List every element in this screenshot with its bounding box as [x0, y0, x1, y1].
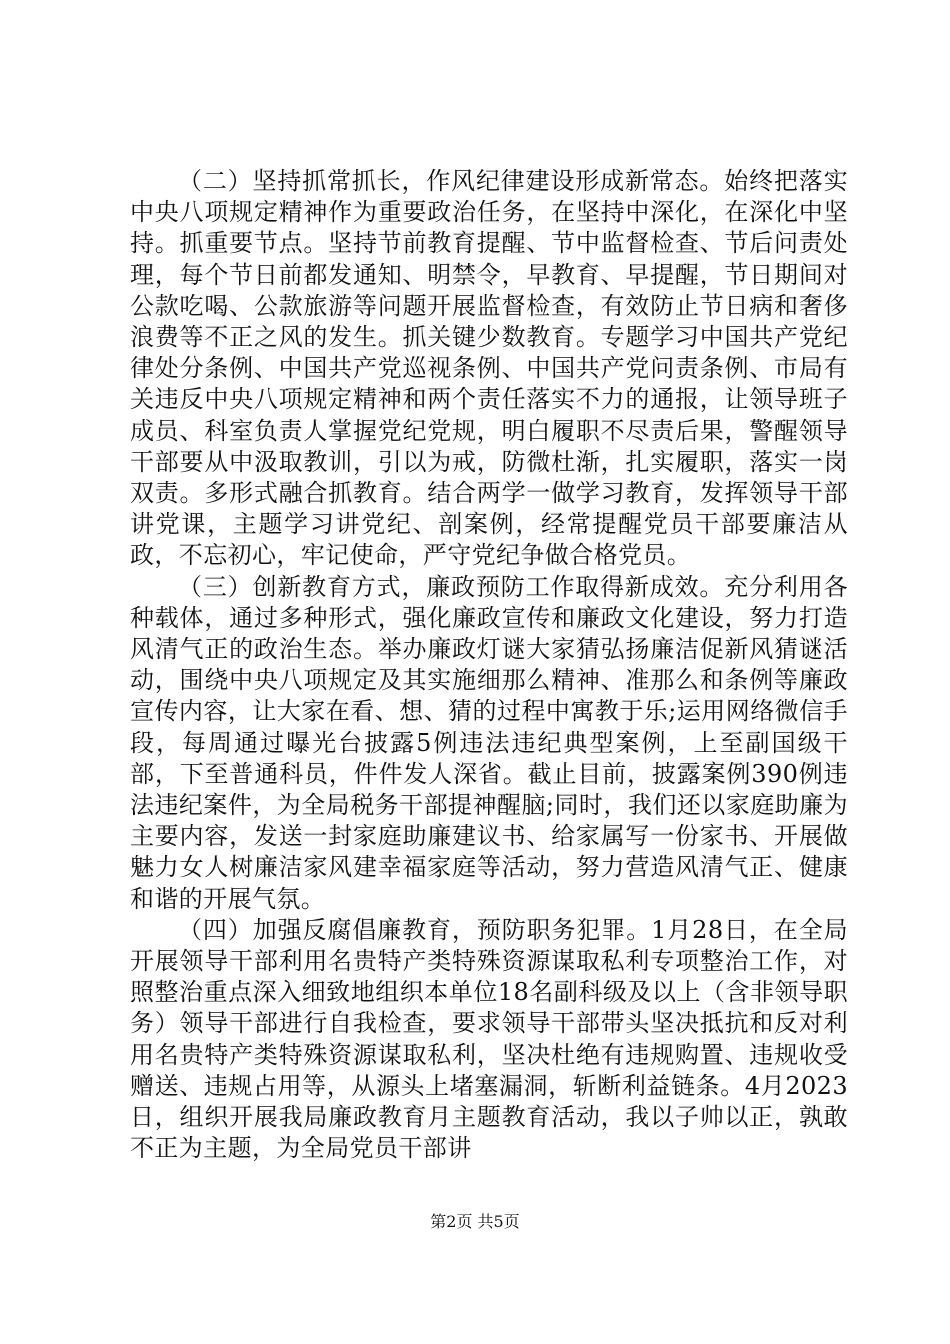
paragraph-2: （二）坚持抓常抓长，作风纪律建设形成新常态。始终把落实中央八项规定精神作为重要政治任务，在坚持中深化，在深化中坚持。抓重要节点。坚持节前教育提醒、节中监督检查、节后问责处理，每个节日前都发通知、明禁令，早教育、早提醒，节日期间对公款吃喝、公款旅游等问题开展监督检查，有效防止节日病和奢侈浪费等不正之风的发生。抓关键少数教育。专题学习中国共产党纪律处分条例、中国共产党巡视条例、中国共产党问责条例、市局有关违反中央八项规定精神和两个责任落实不力的通报，让领导班子成员、科室负责人掌握党纪党规，明白履职不尽责后果，警醒领导干部要从中汲取教训，引以为戒，防微杜渐，扎实履职，落实一岗双责。多形式融合抓教育。结合两学一做学习教育，发挥领导干部讲党课，主题学习讲党纪、剖案例，经常提醒党员干部要廉洁从政，不忘初心，牢记使命，严守党纪争做合格党员。 [130, 167, 848, 570]
paragraph-4: （四）加强反腐倡廉教育，预防职务犯罪。1月28日，在全局开展领导干部利用名贵特产类特殊资源谋取私利专项整治工作，对照整治重点深入细致地组织本单位18名副科级及以上（含非领导职务）领导干部进行自我检查，要求领导干部带头坚决抵抗和反对利用名贵特产类特殊资源谋取私利，坚决杜绝有违规购置、违规收受赠送、违规占用等，从源头上堵塞漏洞，斩断利益链条。4月2023日，组织开展我局廉政教育月主题教育活动，我以子帅以正，孰敢不正为主题，为全局党员干部讲 [130, 915, 848, 1163]
document-body [130, 166, 848, 1165]
page-footer [0, 1212, 950, 1232]
page-number: 第2页 共5页 [430, 1212, 520, 1231]
paragraph-3: （三）创新教育方式，廉政预防工作取得新成效。充分利用各种载体，通过多种形式，强化廉政宣传和廉政文化建设，努力打造风清气正的政治生态。举办廉政灯谜大家猜弘扬廉洁促新风猜谜活动，围绕中央八项规定及其实施细那么精神、准那么和条例等廉政宣传内容，让大家在看、想、猜的过程中寓教于乐;运用网络微信手段，每周通过曝光台披露5例违法违纪典型案例，上至副国级干部，下至普通科员，件件发人深省。截止目前，披露案例390例违法违纪案件，为全局税务干部提神醒脑;同时，我们还以家庭助廉为主要内容，发送一封家庭助廉建议书、给家属写一份家书、开展做魅力女人树廉洁家风建幸福家庭等活动，努力营造风清气正、健康和谐的开展气氛。 [130, 572, 848, 913]
